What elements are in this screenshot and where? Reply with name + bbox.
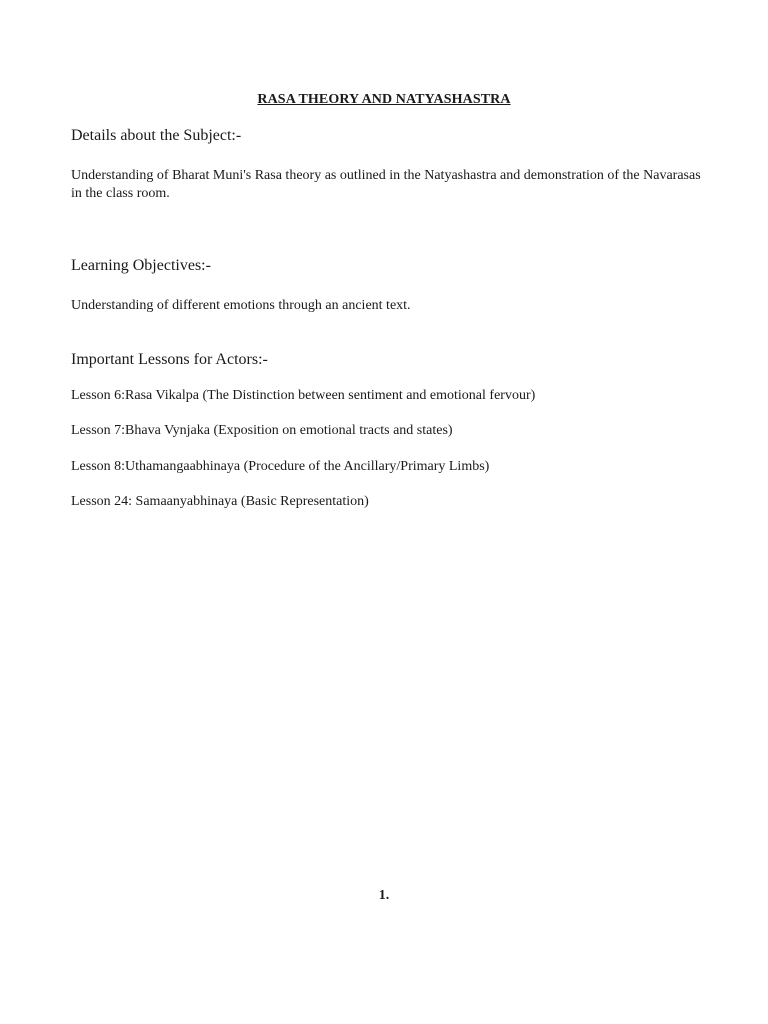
page-number: 1.	[378, 888, 390, 903]
section-heading-details: Details about the Subject:-	[71, 127, 242, 144]
lesson-item: Lesson 6:Rasa Vikalpa (The Distinction between sentiment and emotional fervour)	[71, 388, 536, 403]
lesson-item: Lesson 7:Bhava Vynjaka (Exposition on emotional tracts and states)	[71, 423, 453, 438]
section-heading-objectives: Learning Objectives:-	[71, 257, 211, 274]
section-body-objectives: Understanding of different emotions through an ancient text.	[71, 298, 411, 313]
lesson-item: Lesson 8:Uthamangaabhinaya (Procedure of the Ancillary/Primary Limbs)	[71, 459, 490, 474]
lesson-item: Lesson 24: Samaanyabhinaya (Basic Representation)	[71, 494, 369, 509]
section-heading-lessons: Important Lessons for Actors:-	[71, 351, 268, 368]
section-body-details: Understanding of Bharat Muni's Rasa theory as outlined in the Natyashastra and demonstration of the Navarasas in the class room.	[71, 168, 701, 201]
document-title: RASA THEORY AND NATYASHASTRA	[257, 92, 511, 107]
